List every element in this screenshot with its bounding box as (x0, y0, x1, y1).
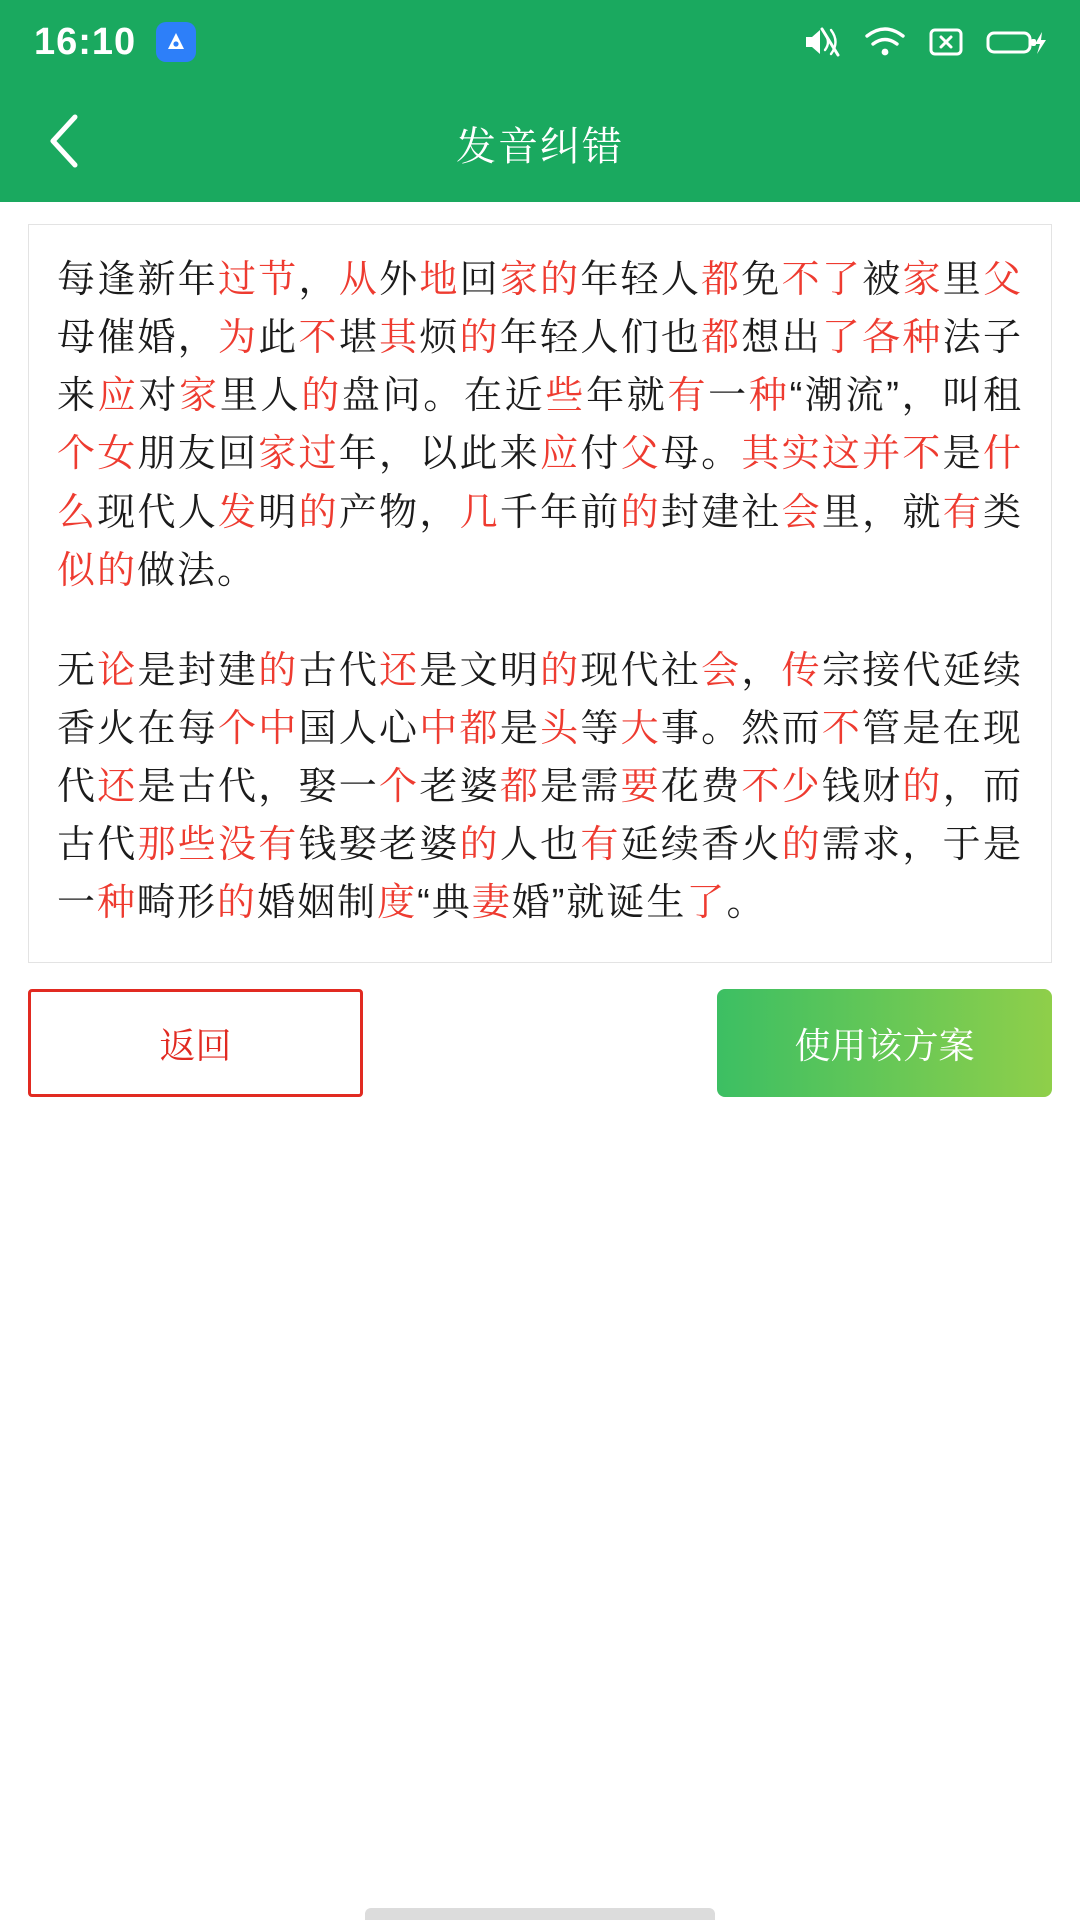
plain-text: 畸形 (137, 882, 218, 925)
highlighted-text: 的 (459, 824, 500, 867)
highlighted-text: 了各种 (821, 317, 943, 360)
highlighted-text: 过节 (218, 259, 299, 301)
corrected-text-card[interactable] (28, 224, 1052, 963)
highlighted-text: 有 (580, 824, 621, 867)
highlighted-text: 家过 (258, 433, 339, 476)
highlighted-text: 的 (540, 649, 581, 692)
mute-icon (802, 25, 842, 59)
plain-text: 老婆 (419, 766, 500, 808)
app-icon (156, 22, 196, 62)
plain-text: 堪 (338, 317, 380, 360)
app-bar (0, 84, 1080, 202)
plain-text: 朋友回 (137, 433, 259, 476)
highlighted-text: 还 (379, 649, 420, 692)
highlighted-text: 度 (377, 882, 418, 925)
plain-text: 免 (741, 259, 782, 301)
plain-text: 被 (862, 259, 903, 301)
highlighted-text: 头 (540, 707, 581, 750)
action-button-row (0, 963, 1080, 1097)
plain-text: 年就 (586, 375, 668, 418)
highlighted-text: 应 (540, 433, 581, 476)
highlighted-text: 不 (298, 317, 339, 360)
highlighted-text: 中都 (419, 707, 500, 750)
highlighted-text: 父 (620, 433, 661, 476)
home-indicator (365, 1908, 715, 1920)
battery-charging-icon (986, 26, 1046, 58)
plain-text: 一 (708, 375, 749, 418)
plain-text: 每逢新年 (57, 259, 219, 301)
plain-text: 延续香火 (620, 824, 782, 867)
highlighted-text: 个女 (57, 433, 138, 476)
plain-text: 母。 (660, 433, 742, 476)
plain-text: 千年前 (499, 491, 621, 534)
highlighted-text: 那些没有 (137, 824, 299, 867)
page-title: 发音纠错 (456, 124, 624, 169)
highlighted-text: 都 (701, 259, 742, 301)
highlighted-text: 不 (821, 707, 863, 750)
plain-text: 做法。 (137, 549, 258, 592)
plain-text: 里人 (219, 375, 302, 418)
highlighted-text: 的 (781, 824, 822, 867)
highlighted-text: 为 (218, 317, 259, 360)
highlighted-text: 不少 (741, 766, 822, 808)
plain-text: 无 (57, 649, 98, 692)
plain-text: 封建社 (660, 491, 782, 534)
highlighted-text: 从 (338, 259, 380, 301)
plain-text: 母催婚， (57, 317, 219, 360)
highlighted-text: 父 (982, 259, 1023, 301)
highlighted-text: 论 (97, 649, 138, 692)
highlighted-text: 几 (459, 491, 500, 534)
plain-text: 等 (580, 707, 621, 750)
plain-text: 是 (942, 433, 983, 476)
plain-text: 产物， (338, 491, 460, 534)
highlighted-text: 地 (419, 259, 460, 301)
plain-text: ，而古代 (57, 766, 1023, 867)
plain-text: 想出 (741, 317, 822, 360)
plain-text: 年轻人 (580, 259, 702, 301)
highlighted-text: 其实这并不 (741, 433, 943, 476)
highlighted-text: 家 (902, 259, 943, 301)
plain-text: 是需 (540, 766, 621, 808)
status-bar-left (34, 21, 196, 64)
highlighted-text: 传 (781, 649, 822, 692)
highlighted-text: 个 (379, 766, 420, 808)
plain-text: 花费 (660, 766, 742, 808)
plain-text: 里，就 (821, 491, 943, 534)
plain-text: 现代人 (97, 491, 219, 534)
plain-text: 钱娶老婆 (298, 824, 460, 867)
highlighted-text: 要 (620, 766, 661, 808)
highlighted-text: 个中 (218, 707, 299, 750)
plain-text: ， (298, 259, 339, 301)
plain-text: 回 (459, 259, 500, 301)
highlighted-text: 的 (620, 491, 661, 534)
plain-text: 里 (942, 259, 983, 301)
plain-text: 管是在现代 (57, 707, 1023, 808)
highlighted-text: 些 (545, 375, 587, 418)
screenshot-icon (928, 26, 964, 58)
status-bar-right (802, 25, 1046, 59)
highlighted-text: 家的 (499, 259, 581, 301)
plain-text: “典 (417, 882, 472, 925)
highlighted-text: 的 (298, 491, 339, 534)
chevron-left-icon (43, 111, 87, 176)
highlighted-text: 妻 (471, 882, 512, 925)
highlighted-text: 了 (686, 882, 727, 925)
highlighted-text: 会 (701, 649, 742, 692)
plain-text: ， (741, 649, 782, 692)
highlighted-text: 种 (97, 882, 138, 925)
navigation-hint (0, 1886, 1080, 1920)
highlighted-text: 大 (620, 707, 661, 750)
plain-text: 对 (138, 375, 180, 418)
plain-text: 明 (258, 491, 299, 534)
back-button[interactable]: 返回 (28, 989, 363, 1097)
plain-text: 盘问。在近 (341, 375, 546, 418)
highlighted-text: 什么 (57, 433, 1023, 534)
highlighted-text: 的 (217, 882, 258, 925)
plain-text: 烦 (419, 317, 460, 360)
plain-text: 古代 (298, 649, 380, 692)
highlighted-text: 其 (379, 317, 420, 360)
apply-solution-button[interactable]: 使用该方案 (717, 989, 1052, 1097)
status-time: 16:10 (34, 20, 137, 63)
plain-text: 宗接代延续香火在每 (57, 649, 1023, 750)
plain-text: 需求，于是一 (57, 824, 1023, 925)
plain-text: 婚姻制 (257, 882, 378, 925)
plain-text: “潮流”，叫租 (789, 375, 1023, 418)
highlighted-text: 有 (667, 375, 709, 418)
wifi-icon (864, 25, 906, 59)
plain-text: 人也 (499, 824, 581, 867)
highlighted-text: 会 (781, 491, 822, 534)
plain-text: 事。然而 (660, 707, 822, 750)
highlighted-text: 的 (258, 649, 299, 692)
plain-text: 钱财 (821, 766, 903, 808)
plain-text: 年轻人们也 (499, 317, 702, 360)
plain-text: 外 (379, 259, 420, 301)
highlighted-text: 应 (97, 375, 139, 418)
status-bar (0, 0, 1080, 84)
paragraph-2 (57, 642, 1023, 933)
highlighted-text: 发 (218, 491, 259, 534)
paragraph-1 (57, 251, 1023, 600)
highlighted-text: 不了 (781, 259, 863, 301)
highlighted-text: 的 (459, 317, 500, 360)
highlighted-text: 种 (748, 375, 790, 418)
highlighted-text: 的 (902, 766, 943, 808)
highlighted-text: 家 (179, 375, 220, 418)
plain-text: 此 (258, 317, 299, 360)
plain-text: 。 (726, 882, 767, 925)
plain-text: 是古代，娶一 (137, 766, 380, 808)
highlighted-text: 有 (942, 491, 983, 534)
plain-text: 类 (982, 491, 1023, 534)
plain-text: 年，以此来 (338, 433, 541, 476)
plain-text: 是封建 (137, 649, 259, 692)
plain-text: 付 (580, 433, 621, 476)
back-navigation-button[interactable] (30, 108, 100, 178)
highlighted-text: 似的 (57, 549, 138, 592)
highlighted-text: 的 (301, 375, 342, 418)
content-area (0, 202, 1080, 963)
highlighted-text: 都 (701, 317, 742, 360)
plain-text: 现代社 (580, 649, 702, 692)
plain-text: 法子来 (57, 317, 1023, 418)
highlighted-text: 还 (97, 766, 138, 808)
plain-text: 国人心 (298, 707, 420, 750)
highlighted-text: 都 (499, 766, 541, 808)
plain-text: 是文明 (419, 649, 541, 692)
plain-text: 婚”就诞生 (511, 882, 687, 925)
plain-text: 是 (499, 707, 541, 750)
